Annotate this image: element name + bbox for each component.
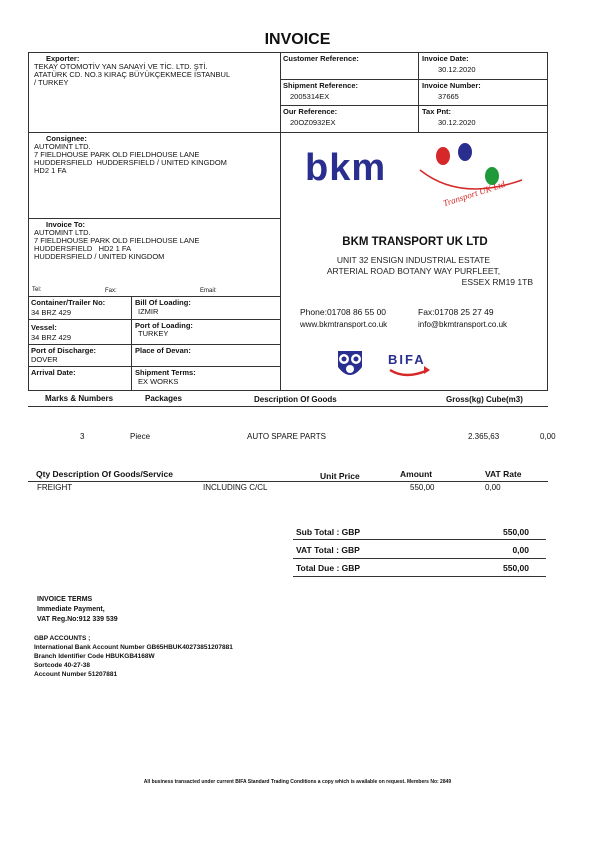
goods-description: AUTO SPARE PARTS bbox=[247, 432, 326, 441]
unit-price-header: Unit Price bbox=[320, 471, 360, 481]
consignee-line: HUDDERSFIELD HUDDERSFIELD / UNITED KINGDOM bbox=[34, 158, 227, 167]
packages-header: Packages bbox=[145, 394, 182, 403]
invoice-number-value: 37665 bbox=[438, 92, 459, 101]
fax-label: Fax: bbox=[105, 288, 117, 294]
shipment-terms-label: Shipment Terms: bbox=[135, 368, 196, 377]
port-of-loading-value: TURKEY bbox=[138, 329, 169, 338]
invoice-to-label: Invoice To: bbox=[46, 220, 86, 229]
exporter-address bbox=[34, 63, 230, 87]
description-header: Description Of Goods bbox=[254, 395, 337, 404]
company-address bbox=[282, 255, 533, 288]
shipment-reference-value: 2005314EX bbox=[290, 92, 330, 101]
our-reference-value: 20OZ0932EX bbox=[290, 118, 336, 127]
footer-note: All business transacted under current BIFA Standard Trading Conditions a copy which is available on request. Members No: 2849 bbox=[143, 779, 452, 785]
company-address-line: ARTERIAL ROAD BOTANY WAY PURFLEET, bbox=[326, 266, 501, 276]
invoice-terms-line: Immediate Payment, bbox=[37, 606, 105, 613]
bifa-text: BIFA bbox=[388, 352, 426, 367]
email-label: Email: bbox=[200, 288, 217, 294]
logo-red-drop bbox=[436, 147, 450, 165]
invoice-terms bbox=[37, 595, 118, 625]
bifa-logo-icon bbox=[384, 350, 444, 382]
consignee-line: AUTOMINT LTD. bbox=[34, 142, 91, 151]
vessel-label: Vessel: bbox=[31, 323, 57, 332]
sub-total-value: 550,00 bbox=[503, 527, 529, 537]
vessel-value: 34 BRZ 429 bbox=[31, 333, 72, 342]
column-divider bbox=[280, 52, 281, 391]
association-badge-icon bbox=[332, 345, 368, 383]
bkm-logo-text: bkm bbox=[305, 147, 387, 189]
logo-sub-text: Transport UK Ltd bbox=[441, 178, 507, 209]
vat-rate-header: VAT Rate bbox=[485, 469, 522, 479]
consignee-line: 7 FIELDHOUSE PARK OLD FIELDHOUSE LANE bbox=[34, 150, 200, 159]
marks-numbers-header: Marks & Numbers bbox=[45, 394, 114, 403]
goods-cube: 0,00 bbox=[540, 432, 556, 441]
gross-cube-header: Gross(kg) Cube(m3) bbox=[446, 395, 523, 404]
place-of-devan-label: Place of Devan: bbox=[135, 346, 191, 355]
consignee-line: HD2 1 FA bbox=[34, 166, 67, 175]
goods-qty: 3 bbox=[80, 432, 85, 441]
bill-of-loading-value: IZMIR bbox=[138, 307, 159, 316]
exporter-label: Exporter: bbox=[46, 54, 80, 63]
invoice-title: INVOICE bbox=[264, 31, 331, 48]
company-phone: Phone:01708 86 55 00 bbox=[300, 307, 387, 317]
total-due-value: 550,00 bbox=[503, 563, 529, 573]
company-website[interactable]: www.bkmtransport.co.uk bbox=[300, 320, 388, 329]
arrival-date-label: Arrival Date: bbox=[31, 368, 76, 377]
consignee-label: Consignee: bbox=[46, 134, 87, 143]
gbp-accounts-line: Sortcode 40-27-38 bbox=[34, 662, 90, 669]
vat-total-value: 0,00 bbox=[512, 545, 529, 555]
tax-pnt-label: Tax Pnt: bbox=[422, 107, 452, 116]
invoice-date-label: Invoice Date: bbox=[422, 54, 469, 63]
exporter-line: TEKAY OTOMOTİV YAN SANAYİ VE TİC. LTD. ŞTİ. bbox=[34, 62, 208, 71]
invoice-to-line: AUTOMINT LTD. bbox=[34, 228, 91, 237]
gbp-accounts-line: Account Number 51207881 bbox=[34, 671, 118, 678]
customer-reference-label: Customer Reference: bbox=[283, 54, 359, 63]
port-of-loading-label: Port of Loading: bbox=[135, 321, 193, 330]
sub-total-label: Sub Total : GBP bbox=[296, 527, 361, 537]
shipment-terms-value: EX WORKS bbox=[138, 377, 179, 386]
company-name: BKM TRANSPORT UK LTD bbox=[342, 236, 488, 248]
amount-header: Amount bbox=[400, 469, 433, 479]
gbp-accounts-line: International Bank Account Number GB65HBUK40273851207881 bbox=[34, 644, 233, 651]
container-value: 34 BRZ 429 bbox=[31, 308, 72, 317]
service-extra: INCLUDING C/CL bbox=[203, 483, 268, 492]
qty-description-header: Qty Description Of Goods/Service bbox=[36, 469, 173, 479]
logo-swoosh bbox=[420, 170, 522, 189]
exporter-line: / TURKEY bbox=[34, 78, 69, 87]
bill-of-loading-label: Bill Of Loading: bbox=[135, 298, 191, 307]
header-frame bbox=[28, 52, 548, 391]
gbp-accounts-line: Branch Identifier Code HBUKGB4168W bbox=[34, 653, 155, 660]
vat-total-label: VAT Total : GBP bbox=[296, 545, 360, 555]
gbp-accounts bbox=[34, 634, 233, 679]
invoice-to-line: HUDDERSFIELD / UNITED KINGDOM bbox=[34, 252, 165, 261]
invoice-terms-title: INVOICE TERMS bbox=[37, 596, 93, 603]
logo-blue-drop bbox=[458, 143, 472, 161]
invoice-to-line: 7 FIELDHOUSE PARK OLD FIELDHOUSE LANE bbox=[34, 236, 200, 245]
our-reference-label: Our Reference: bbox=[283, 107, 338, 116]
service-vat: 0,00 bbox=[485, 483, 501, 492]
consignee-address bbox=[34, 143, 227, 175]
company-address-line: UNIT 32 ENSIGN INDUSTRIAL ESTATE bbox=[336, 255, 491, 265]
container-label: Container/Trailer No: bbox=[31, 298, 106, 307]
tax-pnt-value: 30.12.2020 bbox=[438, 118, 476, 127]
company-address-line: ESSEX RM19 1TB bbox=[461, 277, 533, 287]
shipment-reference-label: Shipment Reference: bbox=[283, 81, 359, 90]
service-description: FREIGHT bbox=[37, 483, 73, 492]
invoice-to-line: HUDDERSFIELD HD2 1 FA bbox=[34, 244, 132, 253]
company-fax: Fax:01708 25 27 49 bbox=[418, 307, 494, 317]
goods-packages: Piece bbox=[130, 432, 151, 441]
service-amount: 550,00 bbox=[410, 483, 435, 492]
gbp-accounts-title: GBP ACCOUNTS ; bbox=[34, 635, 91, 642]
tel-label: Tel: bbox=[32, 287, 42, 293]
exporter-line: ATATÜRK CD. NO.3 KIRAÇ BÜYÜKÇEKMECE İSTANBUL bbox=[34, 70, 231, 79]
company-email[interactable]: info@bkmtransport.co.uk bbox=[418, 320, 508, 329]
invoice-number-label: Invoice Number: bbox=[422, 81, 481, 90]
bkm-logo bbox=[300, 140, 530, 210]
port-of-discharge-label: Port of Discharge: bbox=[31, 346, 97, 355]
invoice-date-value: 30.12.2020 bbox=[438, 65, 476, 74]
goods-gross: 2.365,63 bbox=[468, 432, 500, 441]
invoice-terms-line: VAT Reg.No:912 339 539 bbox=[37, 616, 118, 623]
invoice-to-address bbox=[34, 229, 199, 261]
total-due-label: Total Due : GBP bbox=[296, 563, 361, 573]
port-of-discharge-value: DOVER bbox=[31, 355, 58, 364]
